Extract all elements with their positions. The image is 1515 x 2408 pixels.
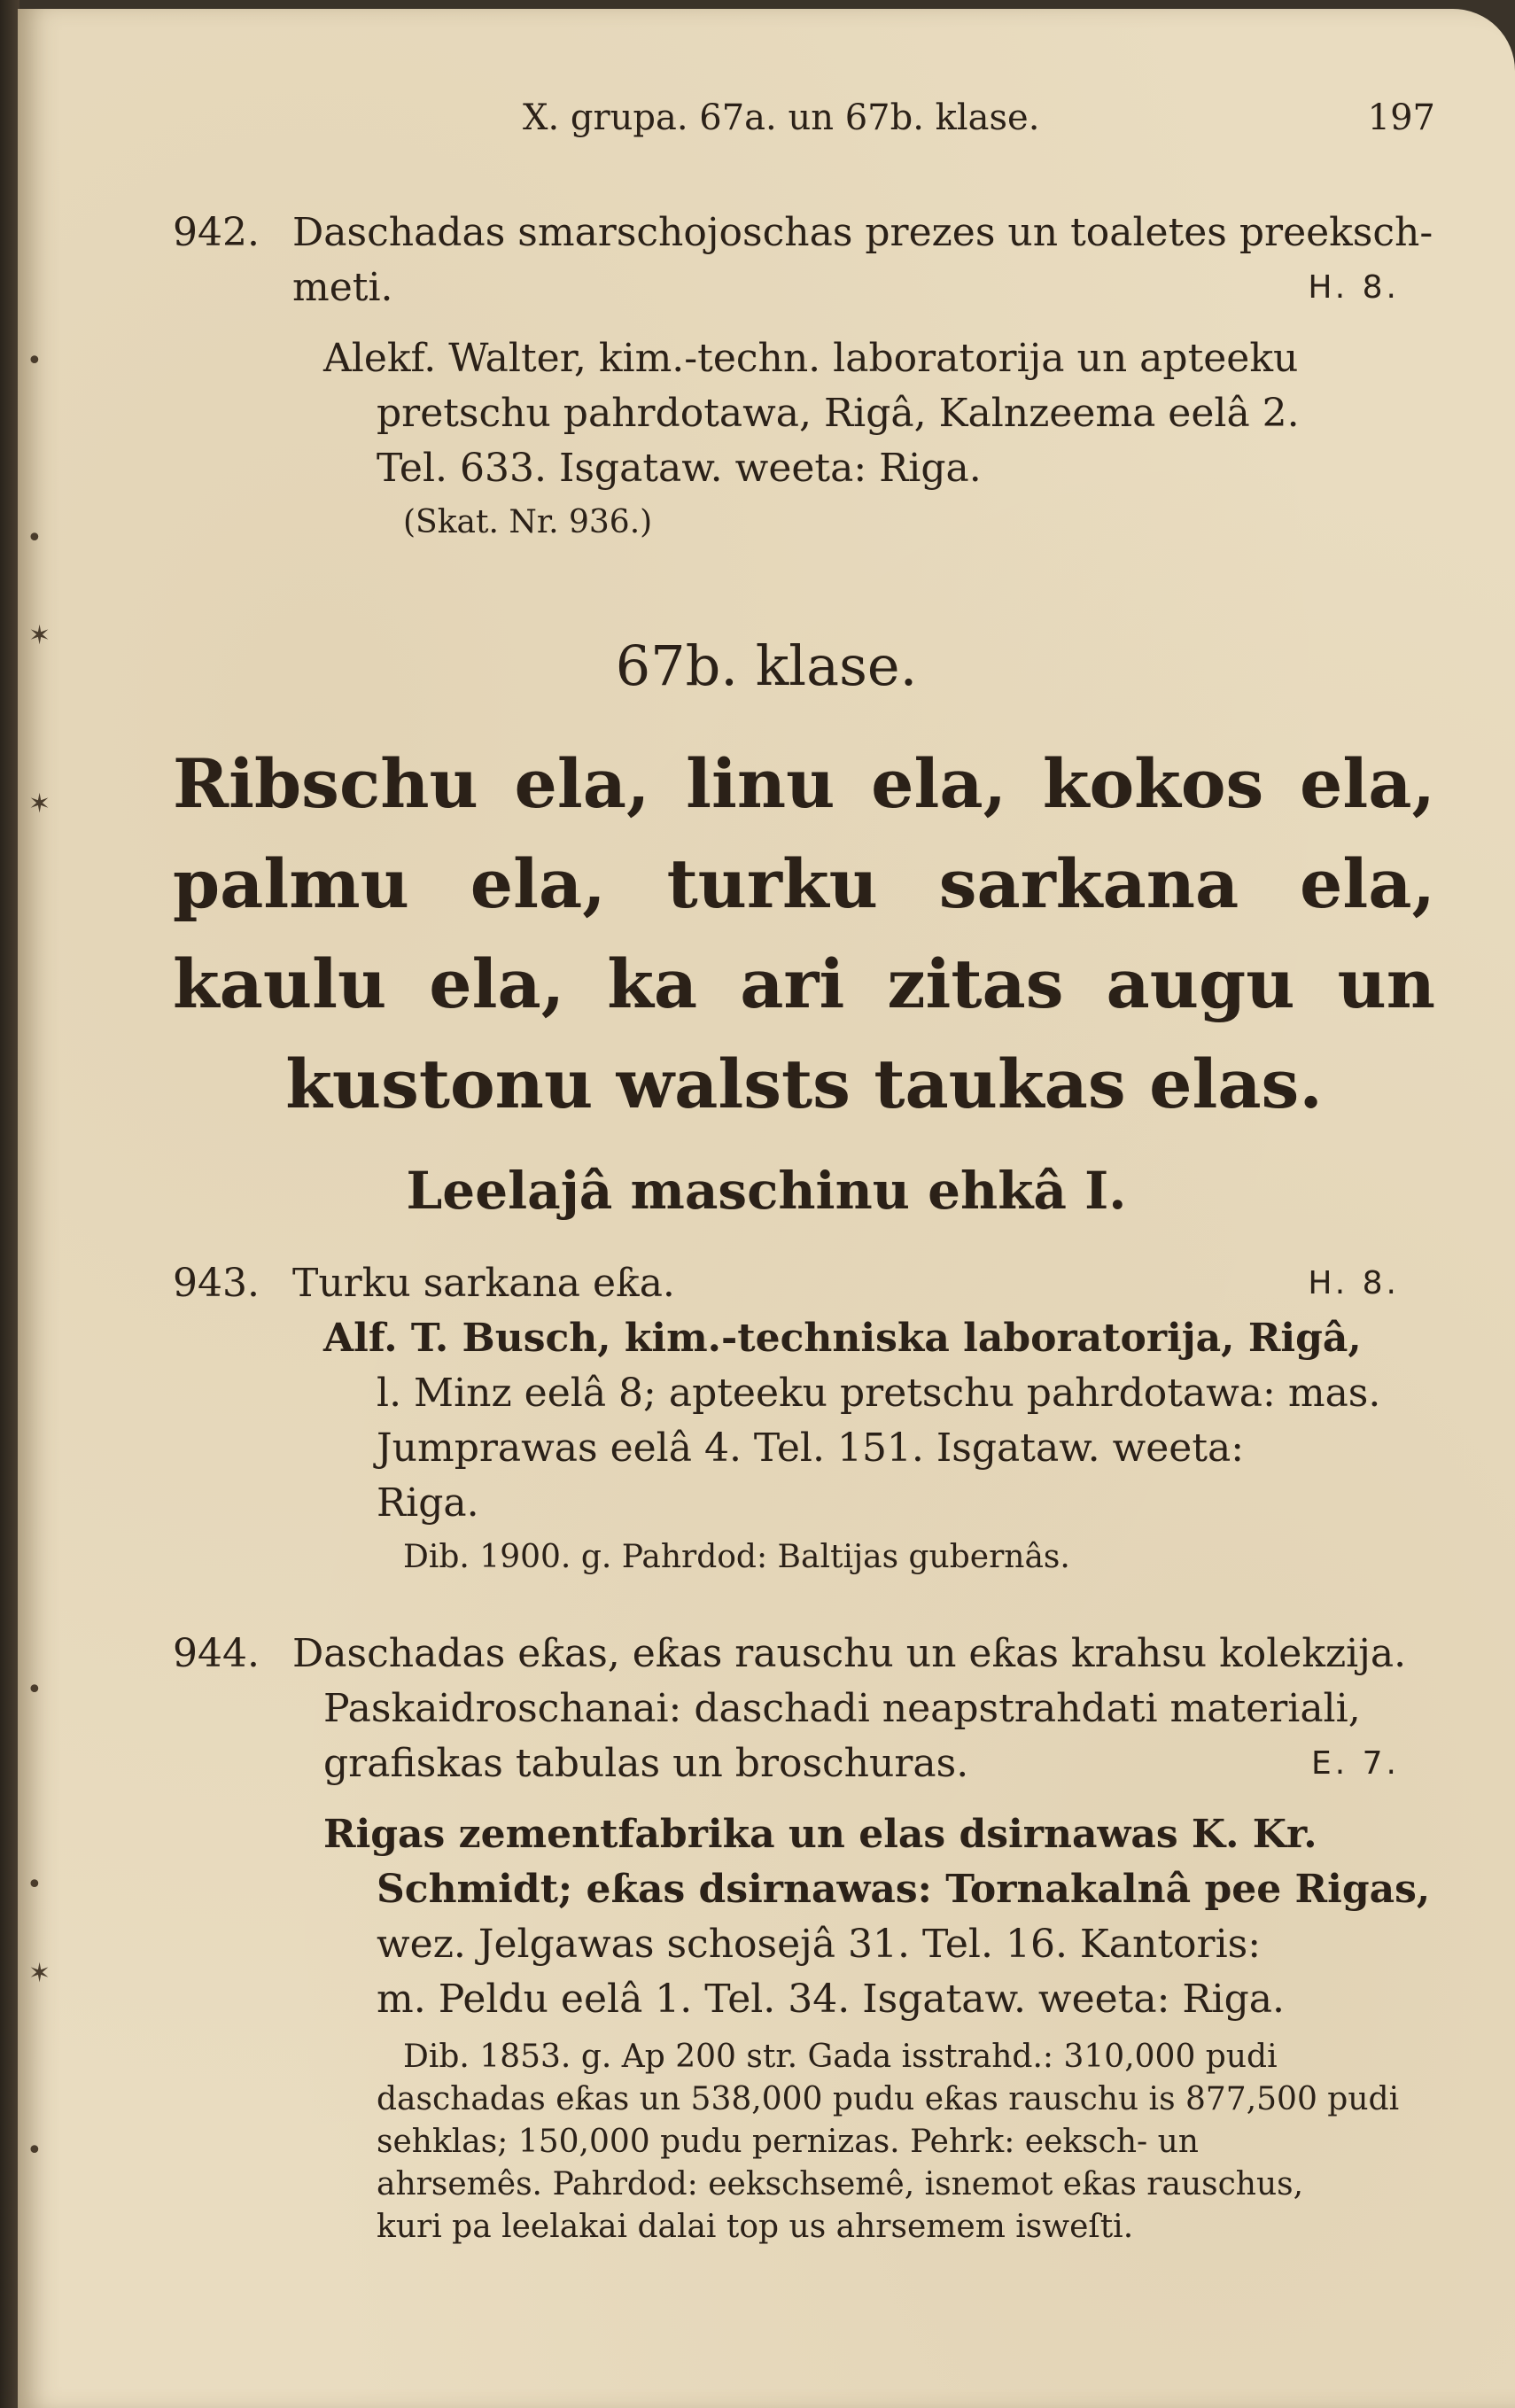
margin-mark: • (27, 523, 43, 554)
page-number: 197 (1367, 97, 1435, 138)
entry-942 (173, 206, 1435, 544)
exhibitor-line: Jumprawas eelâ 4. Tel. 151. Isgataw. weeta: (377, 1425, 1245, 1471)
company-details: daschadas eƙas un 538,000 pudu eƙas rauschu is 877,500 pudi (377, 2081, 1400, 2117)
margin-mark: • (27, 1674, 43, 1705)
class-code: E. 7. (1311, 1745, 1400, 1782)
company-details: kuri pa leelakai dalai top us ahrsemem isweſti. (377, 2209, 1134, 2245)
entry-number: 942. (173, 210, 260, 255)
margin-mark: ✶ (28, 788, 51, 819)
margin-mark: ✶ (28, 620, 51, 651)
exhibitor-line: m. Peldu eelâ 1. Tel. 34. Isgataw. weeta: Riga. (377, 1977, 1285, 2022)
exhibitor-line: pretschu pahrdotawa, Rigâ, Kalnzeema eelâ 2. (377, 391, 1300, 436)
company-details: Dib. 1900. g. Pahrdod: Baltijas gubernâs. (403, 1539, 1070, 1575)
exhibitor-line: l. Minz eelâ 8; apteeku pretschu pahrdotawa: mas. (377, 1371, 1381, 1416)
company-details: ahrsemês. Pahrdod: eekschsemê, isnemot eƙas rauschus, (377, 2166, 1304, 2202)
margin-mark: • (27, 1869, 43, 1900)
entry-title: Daschadas smarschojoschas prezes un toaletes preeksch- (292, 210, 1433, 255)
location-subheading: Leelajâ maschinu ehkâ I. (406, 1161, 1127, 1221)
class-heading: Ribschu ela, linu ela, kokos ela, palmu ela, turku sarkana ela, kaulu ela, ka ari zitas augu un kustonu walsts taukas elas. (173, 744, 1435, 1123)
running-head (18, 97, 1515, 151)
margin-mark: ✶ (28, 1958, 51, 1989)
exhibitor-line: Rigas zementfabrika un elas dsirnawas K. Kr. (323, 1812, 1317, 1857)
margin-mark: • (27, 346, 43, 377)
margin-mark: • (27, 2135, 43, 2166)
exhibitor-line: Alekf. Walter, kim.-techn. laboratorija un apteeku (323, 336, 1299, 381)
book-page (18, 9, 1515, 2408)
class-code: H. 8. (1308, 269, 1400, 306)
entry-title: Paskaidroschanai: daschadi neapstrahdati materiali, (323, 1686, 1361, 1731)
exhibitor-line: Riga. (377, 1480, 479, 1526)
entry-943 (173, 1256, 1435, 1579)
entry-title: Turku sarkana eƙa. (292, 1261, 675, 1306)
entry-number: 944. (173, 1631, 260, 1676)
entry-title: meti. (292, 265, 393, 310)
catalog-reference: (Skat. Nr. 936.) (403, 504, 653, 540)
entry-title: grafiskas tabulas un broschuras. (323, 1741, 969, 1786)
class-code: H. 8. (1308, 1265, 1400, 1301)
exhibitor-line: Schmidt; eƙas dsirnawas: Tornakalnâ pee Rigas, (377, 1867, 1431, 1912)
entry-number: 943. (173, 1261, 260, 1306)
exhibitor-line: Alf. T. Busch, kim.-techniska laboratorija, Rigâ, (323, 1316, 1362, 1361)
company-details: sehklas; 150,000 pudu pernizas. Pehrk: eeksch- un (377, 2124, 1199, 2160)
exhibitor-line: Tel. 633. Isgataw. weeta: Riga. (377, 446, 982, 491)
company-details: Dib. 1853. g. Ap 200 str. Gada isstrahd.: 310,000 pudi (403, 2039, 1278, 2075)
exhibitor-line: wez. Jelgawas schosejâ 31. Tel. 16. Kantoris: (377, 1922, 1262, 1967)
entry-title: Daschadas eƙas, eƙas rauschu un eƙas krahsu kolekzija. (292, 1631, 1407, 1676)
entry-944 (173, 1627, 1435, 2249)
class-label: 67b. klase. (615, 633, 918, 698)
book-binding (0, 0, 19, 2408)
running-head-title: X. grupa. 67a. un 67b. klase. (523, 97, 1040, 138)
